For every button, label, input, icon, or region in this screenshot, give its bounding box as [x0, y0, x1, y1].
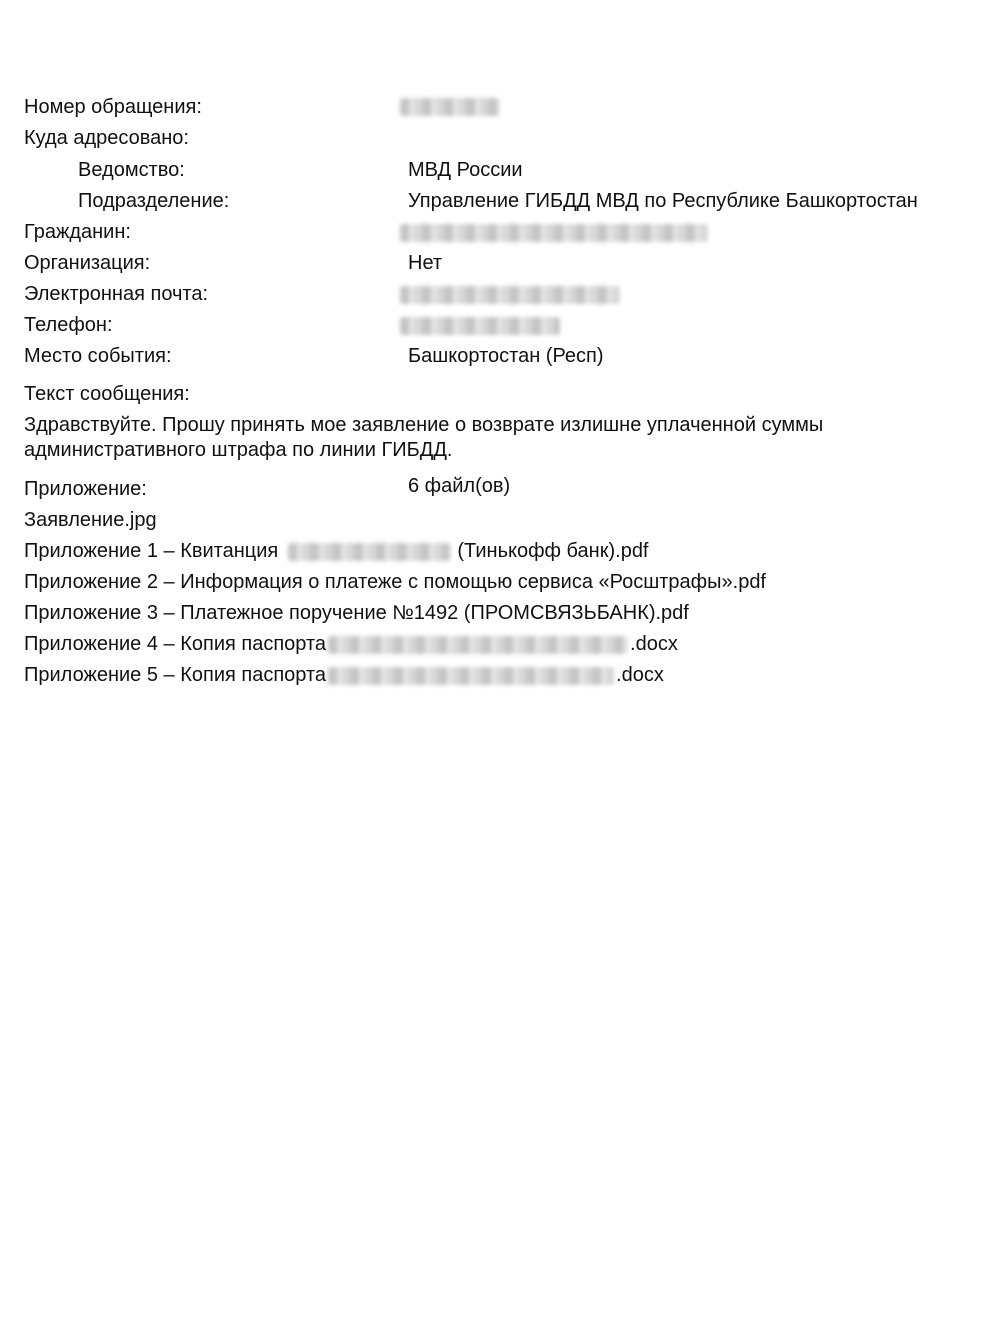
phone-redacted	[400, 317, 560, 335]
attachment-4-prefix: Приложение 4 – Копия паспорта	[24, 633, 327, 655]
organization-label: Организация:	[24, 252, 151, 274]
event-place-label: Место события:	[24, 345, 172, 367]
attachment-item-4	[24, 632, 678, 656]
attachment-5-suffix: .docx	[616, 664, 664, 686]
attachment-1-suffix: (Тинькофф банк).pdf	[457, 540, 649, 562]
attachment-item-3: Приложение 3 – Платежное поручение №1492 (ПРОМСВЯЗЬБАНК).pdf	[24, 602, 689, 624]
attachment-4-redacted	[328, 636, 628, 654]
message-label: Текст сообщения:	[24, 383, 190, 405]
message-text: Здравствуйте. Прошу принять мое заявление о возврате излишне уплаченной суммы административного штрафа по линии ГИБДД.	[24, 414, 824, 461]
subdivision-value: Управление ГИБДД МВД по Республике Башкортостан	[408, 190, 918, 212]
appeal-number-label: Номер обращения:	[24, 96, 202, 118]
attachment-item-1	[24, 539, 649, 563]
attachment-1-prefix: Приложение 1 – Квитанция	[24, 540, 279, 562]
citizen-label: Гражданин:	[24, 221, 131, 243]
attachment-5-prefix: Приложение 5 – Копия паспорта	[24, 664, 327, 686]
attachment-item: Заявление.jpg	[24, 509, 157, 531]
attachment-1-redacted	[288, 543, 450, 561]
department-label: Ведомство:	[78, 159, 185, 181]
event-place-value: Башкортостан (Респ)	[408, 345, 604, 367]
attachments-label: Приложение:	[24, 478, 147, 500]
attachment-4-suffix: .docx	[630, 633, 678, 655]
citizen-redacted	[400, 224, 708, 242]
organization-value: Нет	[408, 252, 443, 274]
department-value: МВД России	[408, 159, 523, 181]
attachments-count: 6 файл(ов)	[408, 475, 511, 497]
attachment-item-2: Приложение 2 – Информация о платеже с помощью сервиса «Росштрафы».pdf	[24, 571, 766, 593]
addressed-to-label: Куда адресовано:	[24, 127, 189, 149]
appeal-number-redacted	[400, 98, 500, 116]
subdivision-label: Подразделение:	[78, 190, 230, 212]
attachment-5-redacted	[328, 667, 614, 685]
email-redacted	[400, 286, 620, 304]
attachment-item-5	[24, 663, 664, 687]
email-label: Электронная почта:	[24, 283, 209, 305]
phone-label: Телефон:	[24, 314, 113, 336]
